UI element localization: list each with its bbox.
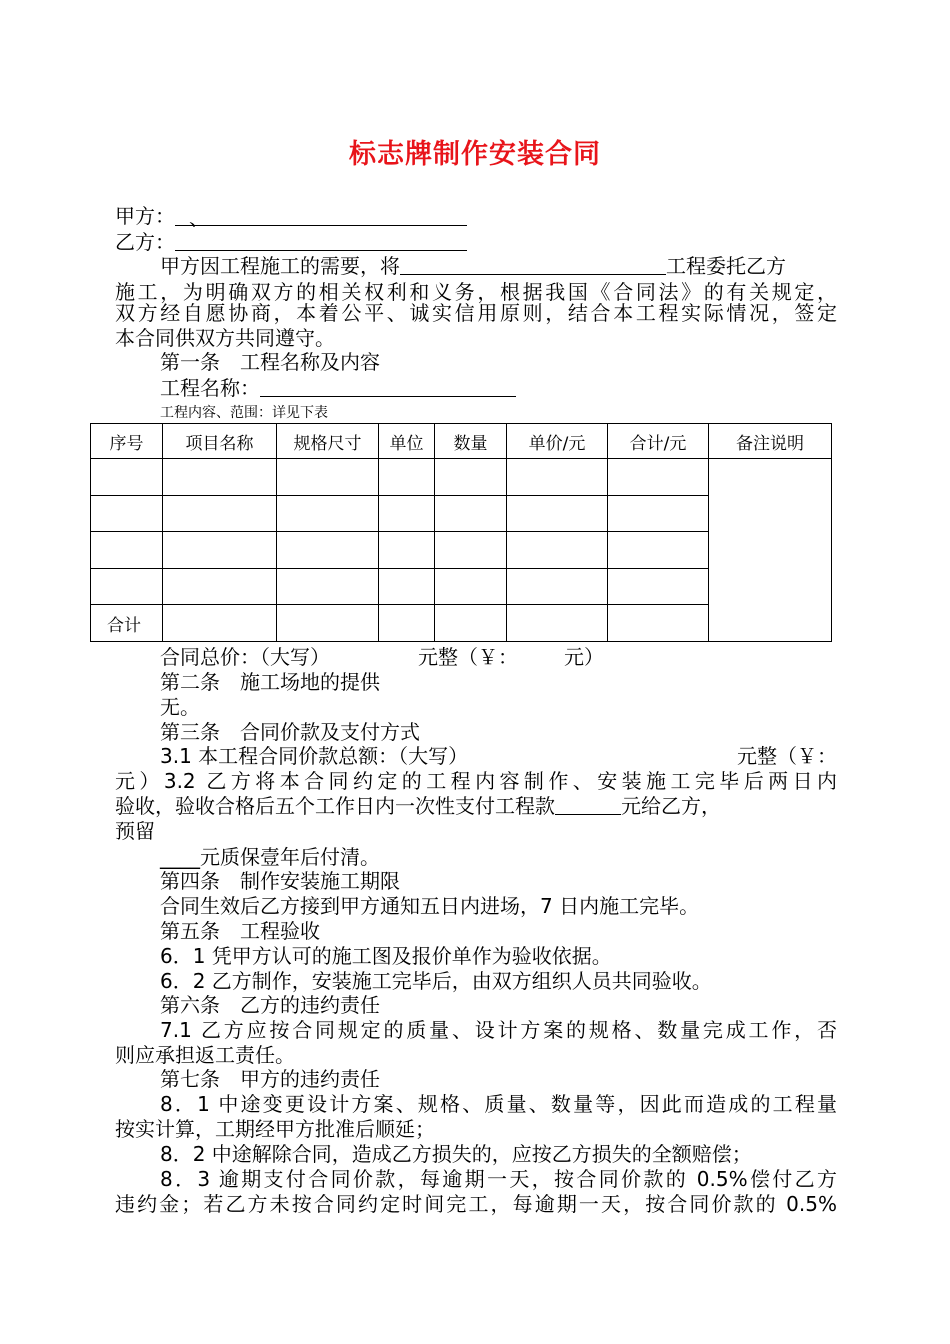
total-price-yuan-whole: 元整（￥： xyxy=(418,645,518,669)
article3-line5 xyxy=(160,844,380,870)
remarks-cell xyxy=(709,459,832,642)
article7-item1-b: 按实计算，工期经甲方批准后顺延； xyxy=(115,1117,435,1141)
header-cell: 单价/元 xyxy=(507,424,608,459)
article3-line1 xyxy=(160,743,837,769)
article2-content: 无。 xyxy=(160,695,200,719)
party-a-blank xyxy=(175,205,467,230)
total-price-yuan-close: 元） xyxy=(564,645,604,669)
table-cell xyxy=(608,532,709,569)
scope-note: 工程内容、范围：详见下表 xyxy=(160,405,328,421)
table-cell xyxy=(379,568,435,605)
table-cell xyxy=(435,459,507,496)
article3-line3-b: 元给乙方， xyxy=(621,794,721,818)
intro-line-4: 本合同供双方共同遵守。 xyxy=(115,326,335,350)
article3-line3 xyxy=(115,793,721,819)
table-cell xyxy=(608,459,709,496)
party-a-value: 、 xyxy=(189,206,209,230)
retention-blank: ____ xyxy=(160,845,200,869)
total-price-label: 合同总价：（大写） xyxy=(160,645,330,669)
table-cell xyxy=(435,495,507,532)
table-cell xyxy=(163,568,277,605)
article4-content: 合同生效后乙方接到甲方通知五日内进场，7 日内施工完毕。 xyxy=(160,894,700,918)
project-name-label: 工程名称： xyxy=(160,376,260,400)
table-header-row xyxy=(91,424,832,459)
table-cell xyxy=(91,459,163,496)
table-cell xyxy=(91,532,163,569)
table-cell xyxy=(379,532,435,569)
table-cell xyxy=(379,605,435,642)
article3-line4: 预留 xyxy=(115,819,155,843)
table-cell xyxy=(608,495,709,532)
table-cell xyxy=(608,568,709,605)
table-cell xyxy=(277,532,379,569)
table-cell xyxy=(277,568,379,605)
header-cell: 序号 xyxy=(91,424,163,459)
table-cell xyxy=(507,605,608,642)
article6-item1-b: 则应承担返工责任。 xyxy=(115,1043,295,1067)
table-row xyxy=(91,459,832,496)
article3-line1-a: 3.1 本工程合同价款总额：（大写） xyxy=(160,744,469,768)
table-cell xyxy=(379,495,435,532)
intro-line-1 xyxy=(160,253,786,279)
table-cell xyxy=(507,532,608,569)
table-cell xyxy=(507,495,608,532)
article3-line1-b: 元整（￥： xyxy=(737,744,837,768)
table-cell xyxy=(507,459,608,496)
table-cell xyxy=(435,568,507,605)
items-table xyxy=(90,423,832,642)
party-a-line xyxy=(115,203,467,229)
table-cell xyxy=(277,495,379,532)
intro-line-2: 施工，为明确双方的相关权利和义务，根据我国《合同法》的有关规定， xyxy=(115,280,837,304)
table-cell xyxy=(91,568,163,605)
payment-blank xyxy=(555,794,621,815)
table-cell xyxy=(277,605,379,642)
party-b-line xyxy=(115,229,467,255)
article7-item3-b: 违约金；若乙方未按合同约定时间完工，每逾期一天，按合同价款的 0.5% xyxy=(115,1192,837,1216)
article7-item2: 8．2 中途解除合同，造成乙方损失的，应按乙方损失的全额赔偿； xyxy=(160,1142,752,1166)
table-cell xyxy=(507,568,608,605)
header-cell: 合计/元 xyxy=(608,424,709,459)
header-cell: 备注说明 xyxy=(709,424,832,459)
header-cell: 规格尺寸 xyxy=(277,424,379,459)
article4-heading: 第四条 制作安装施工期限 xyxy=(160,869,400,893)
party-b-label: 乙方： xyxy=(115,230,175,254)
article7-item3-a: 8．3 逾期支付合同价款，每逾期一天，按合同价款的 0.5%偿付乙方 xyxy=(160,1167,837,1191)
table-cell xyxy=(163,532,277,569)
article7-heading: 第七条 甲方的违约责任 xyxy=(160,1067,380,1091)
table-cell xyxy=(608,605,709,642)
article3-line2: 元）3.2 乙方将本合同约定的工程内容制作、安装施工完毕后两日内 xyxy=(115,769,837,793)
article3-line5-text: 元质保壹年后付清。 xyxy=(200,845,380,869)
article3-line3-a: 验收，验收合格后五个工作日内一次性支付工程款 xyxy=(115,794,555,818)
article6-item1-a: 7.1 乙方应按合同规定的质量、设计方案的规格、数量完成工作，否 xyxy=(160,1018,837,1042)
header-cell: 单位 xyxy=(379,424,435,459)
article7-item1-a: 8．1 中途变更设计方案、规格、质量、数量等，因此而造成的工程量 xyxy=(160,1092,837,1116)
table-cell xyxy=(163,459,277,496)
article6-heading: 第六条 乙方的违约责任 xyxy=(160,993,380,1017)
party-b-blank xyxy=(175,230,467,251)
intro-line-3: 双方经自愿协商，本着公平、诚实信用原则，结合本工程实际情况，签定 xyxy=(115,301,837,325)
total-label-cell: 合计 xyxy=(91,605,163,642)
intro-text-1b: 工程委托乙方 xyxy=(666,254,786,278)
table-cell xyxy=(91,495,163,532)
header-cell: 项目名称 xyxy=(163,424,277,459)
article5-item2: 6．2 乙方制作，安装施工完毕后，由双方组织人员共同验收。 xyxy=(160,969,712,993)
table-cell xyxy=(379,459,435,496)
article5-item1: 6．1 凭甲方认可的施工图及报价单作为验收依据。 xyxy=(160,944,612,968)
project-blank xyxy=(400,254,666,275)
article3-heading: 第三条 合同价款及支付方式 xyxy=(160,720,420,744)
project-name-blank xyxy=(260,376,516,397)
table-cell xyxy=(435,605,507,642)
table-cell xyxy=(277,459,379,496)
header-cell: 数量 xyxy=(435,424,507,459)
total-price-line xyxy=(160,644,604,670)
document-title: 标志牌制作安装合同 xyxy=(349,139,601,170)
article5-heading: 第五条 工程验收 xyxy=(160,919,320,943)
party-a-label: 甲方： xyxy=(115,204,175,228)
table-cell xyxy=(163,605,277,642)
intro-text-1a: 甲方因工程施工的需要，将 xyxy=(160,254,400,278)
project-name-line xyxy=(160,375,516,401)
article2-heading: 第二条 施工场地的提供 xyxy=(160,670,380,694)
article1-heading: 第一条 工程名称及内容 xyxy=(160,350,380,374)
table-cell xyxy=(435,532,507,569)
table-cell xyxy=(163,495,277,532)
